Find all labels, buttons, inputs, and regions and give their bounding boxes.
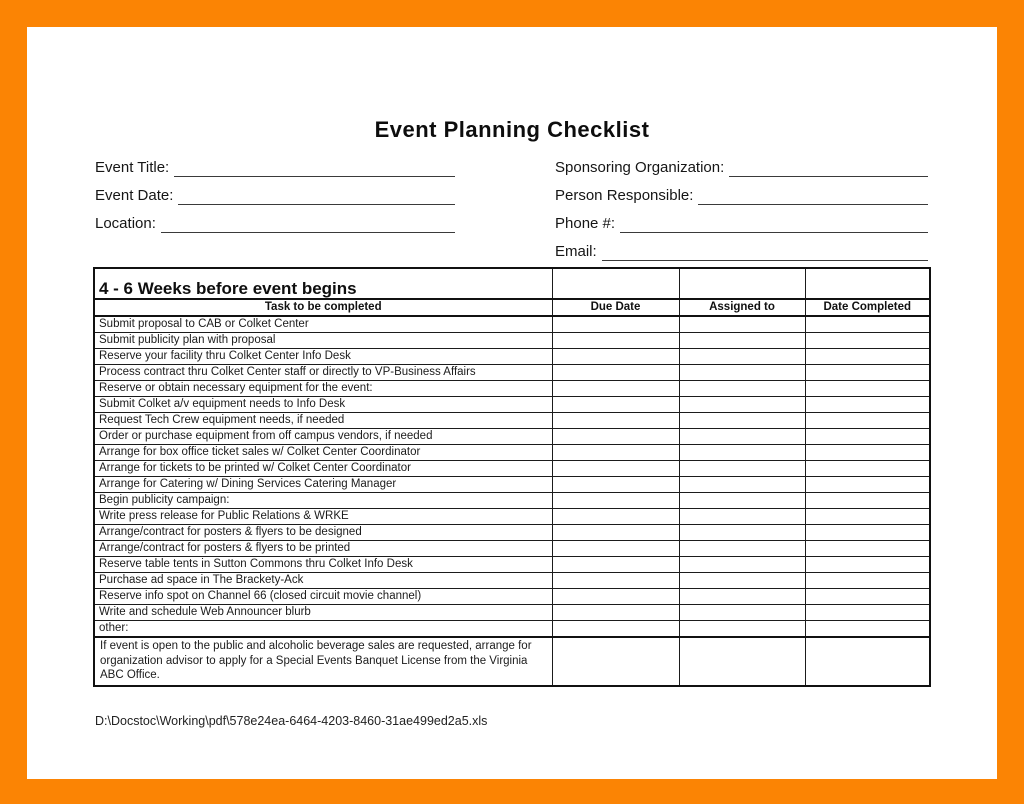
date-completed-cell (805, 605, 930, 621)
table-row (94, 605, 930, 621)
date-completed-cell (805, 477, 930, 493)
table-row (94, 477, 930, 493)
task-cell: Arrange for box office ticket sales w/ Colket Center Coordinator (94, 445, 552, 461)
task-cell: Arrange for tickets to be printed w/ Colket Center Coordinator (94, 461, 552, 477)
table-row (94, 461, 930, 477)
assigned-to-cell (679, 557, 805, 573)
field-label: Sponsoring Organization: (555, 159, 725, 176)
assigned-to-cell (679, 637, 805, 686)
assigned-to-cell (679, 365, 805, 381)
blank-line (602, 244, 928, 261)
task-cell: Write and schedule Web Announcer blurb (94, 605, 552, 621)
column-header-row (94, 299, 930, 316)
table-row (94, 589, 930, 605)
date-completed-cell (805, 413, 930, 429)
checklist-table (93, 267, 931, 687)
due-date-cell (552, 461, 679, 477)
table-row (94, 493, 930, 509)
table-row (94, 509, 930, 525)
task-cell: Arrange/contract for posters & flyers to be printed (94, 541, 552, 557)
field-location (95, 213, 455, 233)
task-cell: Reserve table tents in Sutton Commons thru Colket Info Desk (94, 557, 552, 573)
assigned-to-cell (679, 573, 805, 589)
assigned-to-cell (679, 541, 805, 557)
empty-cell (552, 268, 679, 299)
due-date-cell (552, 621, 679, 638)
field-label: Event Date: (95, 187, 174, 204)
field-label: Email: (555, 243, 597, 260)
date-completed-cell (805, 445, 930, 461)
blank-line (174, 160, 455, 177)
assigned-to-cell (679, 445, 805, 461)
form-column-right (555, 157, 928, 269)
table-row (94, 573, 930, 589)
due-date-cell (552, 573, 679, 589)
task-cell: Reserve or obtain necessary equipment for the event: (94, 381, 552, 397)
assigned-to-cell (679, 461, 805, 477)
assigned-to-cell (679, 525, 805, 541)
table-row (94, 429, 930, 445)
assigned-to-cell (679, 381, 805, 397)
blank-line (620, 216, 928, 233)
field-label: Phone #: (555, 215, 616, 232)
section-title-cell (94, 268, 552, 299)
table-row (94, 349, 930, 365)
due-date-cell (552, 365, 679, 381)
page-title: Event Planning Checklist (374, 117, 650, 142)
assigned-to-cell (679, 429, 805, 445)
field-sponsoring-organization (555, 157, 928, 177)
assigned-to-cell (679, 493, 805, 509)
table-row (94, 397, 930, 413)
due-date-cell (552, 637, 679, 686)
task-cell: Submit publicity plan with proposal (94, 333, 552, 349)
date-completed-cell (805, 525, 930, 541)
table-row (94, 525, 930, 541)
task-cell: If event is open to the public and alcoholic beverage sales are requested, arrange for organization advisor to apply for a Special Events Banquet License from the Virginia ABC Office. (94, 637, 552, 686)
table-row (94, 445, 930, 461)
assigned-to-cell (679, 477, 805, 493)
assigned-to-cell (679, 333, 805, 349)
blank-line (729, 160, 928, 177)
due-date-cell (552, 316, 679, 333)
task-cell: Request Tech Crew equipment needs, if needed (94, 413, 552, 429)
due-date-cell (552, 445, 679, 461)
table-row (94, 557, 930, 573)
task-cell: Reserve your facility thru Colket Center Info Desk (94, 349, 552, 365)
column-header-task: Task to be completed (94, 299, 552, 316)
due-date-cell (552, 397, 679, 413)
due-date-cell (552, 477, 679, 493)
date-completed-cell (805, 557, 930, 573)
table-row (94, 621, 930, 638)
table-row (94, 541, 930, 557)
blank-line (178, 188, 455, 205)
field-phone (555, 213, 928, 233)
date-completed-cell (805, 509, 930, 525)
due-date-cell (552, 589, 679, 605)
date-completed-cell (805, 541, 930, 557)
field-email (555, 241, 928, 261)
blank-line (161, 216, 455, 233)
date-completed-cell (805, 316, 930, 333)
field-label: Person Responsible: (555, 187, 694, 204)
task-cell: Begin publicity campaign: (94, 493, 552, 509)
due-date-cell (552, 525, 679, 541)
due-date-cell (552, 557, 679, 573)
task-cell: Reserve info spot on Channel 66 (closed circuit movie channel) (94, 589, 552, 605)
assigned-to-cell (679, 509, 805, 525)
column-header-due-date: Due Date (552, 299, 679, 316)
assigned-to-cell (679, 316, 805, 333)
document-page (27, 27, 997, 779)
date-completed-cell (805, 621, 930, 638)
due-date-cell (552, 605, 679, 621)
task-cell: Arrange/contract for posters & flyers to be designed (94, 525, 552, 541)
due-date-cell (552, 429, 679, 445)
empty-cell (679, 268, 805, 299)
field-event-title (95, 157, 455, 177)
date-completed-cell (805, 573, 930, 589)
field-event-date (95, 185, 455, 205)
section-header-row (94, 268, 930, 299)
date-completed-cell (805, 381, 930, 397)
date-completed-cell (805, 429, 930, 445)
section-title: 4 - 6 Weeks before event begins (99, 279, 357, 298)
date-completed-cell (805, 493, 930, 509)
assigned-to-cell (679, 605, 805, 621)
table-row (94, 316, 930, 333)
assigned-to-cell (679, 589, 805, 605)
date-completed-cell (805, 333, 930, 349)
table-row (94, 413, 930, 429)
date-completed-cell (805, 589, 930, 605)
task-cell: other: (94, 621, 552, 638)
table-row (94, 381, 930, 397)
file-path-text: D:\Docstoc\Working\pdf\578e24ea-6464-4203-8460-31ae499ed2a5.xls (95, 714, 488, 728)
due-date-cell (552, 541, 679, 557)
task-cell: Submit Colket a/v equipment needs to Info Desk (94, 397, 552, 413)
assigned-to-cell (679, 397, 805, 413)
due-date-cell (552, 509, 679, 525)
empty-cell (805, 268, 930, 299)
field-person-responsible (555, 185, 928, 205)
task-cell: Order or purchase equipment from off campus vendors, if needed (94, 429, 552, 445)
table-row (94, 333, 930, 349)
blank-line (698, 188, 928, 205)
form-column-left (95, 157, 455, 241)
field-label: Location: (95, 215, 156, 232)
assigned-to-cell (679, 621, 805, 638)
date-completed-cell (805, 461, 930, 477)
due-date-cell (552, 333, 679, 349)
task-cell: Process contract thru Colket Center staff or directly to VP-Business Affairs (94, 365, 552, 381)
field-label: Event Title: (95, 159, 170, 176)
column-header-assigned-to: Assigned to (679, 299, 805, 316)
table-row-note (94, 637, 930, 686)
date-completed-cell (805, 349, 930, 365)
date-completed-cell (805, 365, 930, 381)
due-date-cell (552, 493, 679, 509)
task-cell: Purchase ad space in The Brackety-Ack (94, 573, 552, 589)
date-completed-cell (805, 397, 930, 413)
due-date-cell (552, 413, 679, 429)
table-row (94, 365, 930, 381)
task-cell: Submit proposal to CAB or Colket Center (94, 316, 552, 333)
task-cell: Write press release for Public Relations & WRKE (94, 509, 552, 525)
date-completed-cell (805, 637, 930, 686)
column-header-date-completed: Date Completed (805, 299, 930, 316)
assigned-to-cell (679, 349, 805, 365)
task-cell: Arrange for Catering w/ Dining Services Catering Manager (94, 477, 552, 493)
due-date-cell (552, 381, 679, 397)
due-date-cell (552, 349, 679, 365)
assigned-to-cell (679, 413, 805, 429)
